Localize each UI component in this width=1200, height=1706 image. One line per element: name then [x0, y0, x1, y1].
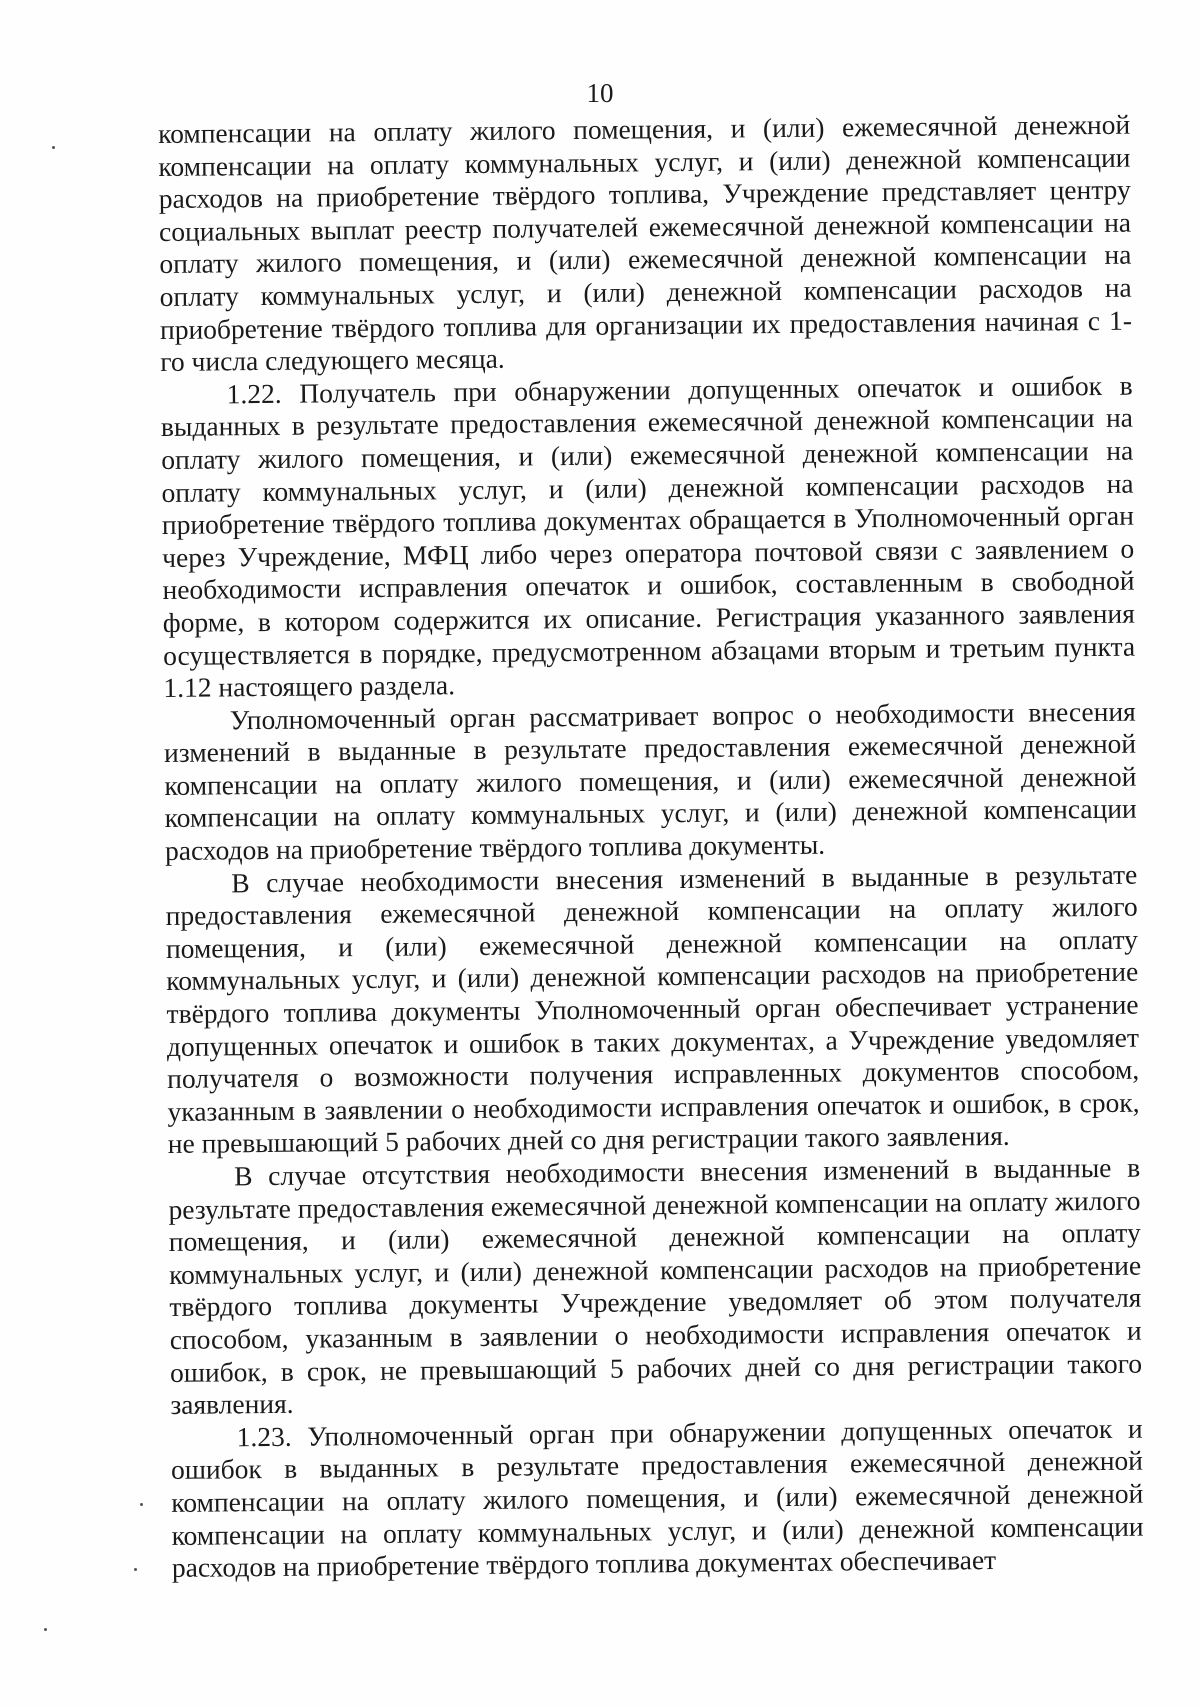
paragraph-continuation: компенсации на оплату жилого помещения, и (или) ежемесячной денежной компенсации на оплату коммунальных услуг, и (или) денежной компенсации расходов на приобретение твёрдого топлива, Учреждение представляет центру социальных выплат реестр получателей ежемесячной денежной компенсации на оплату жилого помещения, и (или) ежемесячной денежной компенсации на оплату коммунальных услуг, и (или) денежной компенсации расходов на приобретение твёрдого топлива для организации их предоставления начиная с 1-го числа следующего месяца. [158, 108, 1133, 378]
scan-speck [140, 1503, 143, 1506]
paragraph-1-22: 1.22. Получатель при обнаружении допущенных опечаток и ошибок в выданных в результате предоставления ежемесячной денежной компенсации на оплату жилого помещения, и (или) ежемесячной денежной компенсации на оплату коммунальных услуг, и (или) денежной компенсации расходов на приобретение твёрдого топлива документах обращается в Уполномоченный орган через Учреждение, МФЦ либо через оператора почтовой связи с заявлением о необходимости исправления опечаток и ошибок, составленным в свободной форме, в котором содержится их описание. Регистрация указанного заявления осуществляется в порядке, предусмотренном абзацами вторым и третьим пункта 1.12 настоящего раздела. [160, 369, 1136, 704]
paragraph-corrections-needed: В случае необходимости внесения изменений в выданные в результате предоставления ежемесячной денежной компенсации на оплату жилого помещения, и (или) ежемесячной денежной компенсации на оплату коммунальных услуг, и (или) денежной компенсации расходов на приобретение твёрдого топлива документы Уполномоченный орган обеспечивает устранение допущенных опечаток и ошибок в таких документах, а Учреждение уведомляет получателя о возможности получения исправленных документов способом, указанным в заявлении о необходимости исправления опечаток и ошибок, в срок, не превышающий 5 рабочих дней со дня регистрации такого заявления. [165, 858, 1140, 1160]
scan-speck [44, 1628, 47, 1631]
paragraph-1-23: 1.23. Уполномоченный орган при обнаружении допущенных опечаток и ошибок в выданных в результате предоставления ежемесячной денежной компенсации на оплату жилого помещения, и (или) ежемесячной денежной компенсации на оплату коммунальных услуг, и (или) денежной компенсации расходов на приобретение твёрдого топлива документах обеспечивает [170, 1412, 1144, 1584]
paragraph-review-question: Уполномоченный орган рассматривает вопрос о необходимости внесения изменений в выданные в результате предоставления ежемесячной денежной компенсации на оплату жилого помещения, и (или) ежемесячной денежной компенсации на оплату коммунальных услуг, и (или) денежной компенсации расходов на приобретение твёрдого топлива документы. [163, 695, 1137, 867]
document-body [158, 109, 1144, 1585]
paragraph-no-corrections-needed: В случае отсутствия необходимости внесения изменений в выданные в результате предоставления ежемесячной денежной компенсации на оплату жилого помещения, и (или) ежемесячной денежной компенсации на оплату коммунальных услуг, и (или) денежной компенсации расходов на приобретение твёрдого топлива документы Учреждение уведомляет об этом получателя способом, указанным в заявлении о необходимости исправления опечаток и ошибок, в срок, не превышающий 5 рабочих дней со дня регистрации такого заявления. [168, 1151, 1143, 1421]
page-number: 10 [586, 78, 614, 108]
scan-speck [52, 146, 55, 149]
scan-speck [134, 1568, 137, 1571]
